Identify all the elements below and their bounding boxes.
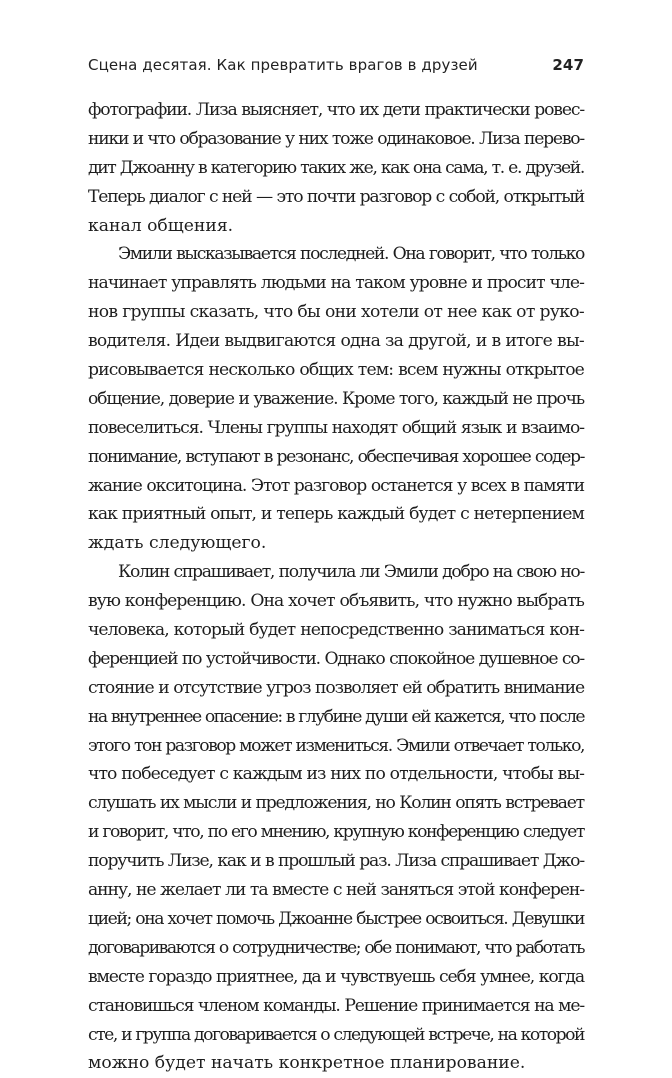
paragraph-3 (88, 558, 584, 1078)
text-line: слушать их мысли и предложения, но Колин опять встревает (88, 793, 584, 814)
text-line: ники и что образование у них тоже одинаковое. Лиза перево- (88, 128, 584, 149)
text-line: становишься членом команды. Решение принимается на ме- (88, 995, 584, 1016)
text-line: дит Джоанну в категорию таких же, как она сама, т. е. друзей. (88, 157, 584, 178)
text-line: стояние и отсутствие угроз позволяет ей обратить внимание (88, 677, 584, 698)
text-line: водителя. Идеи выдвигаются одна за другой, и в итоге вы- (88, 331, 584, 352)
text-line: можно будет начать конкретное планирование. (88, 1053, 526, 1074)
text-line: Колин спрашивает, получила ли Эмили добро на свою но- (118, 562, 584, 583)
running-title: Сцена десятая. Как превратить врагов в друзей (88, 56, 478, 74)
text-line: начинает управлять людьми на таком уровне и просит чле- (88, 273, 584, 294)
text-line: Эмили высказывается последней. Она говорит, что только (118, 244, 584, 265)
text-line: и говорит, что, по его мнению, крупную конференцию следует (88, 822, 584, 843)
text-line: общение, доверие и уважение. Кроме того, каждый не прочь (88, 388, 584, 409)
text-line: рисовывается несколько общих тем: всем нужны открытое (88, 360, 584, 381)
text-line: понимание, вступают в резонанс, обеспечивая хорошее содер- (88, 446, 584, 467)
text-line: поручить Лизе, как и в прошлый раз. Лиза спрашивает Джо- (88, 851, 584, 872)
text-line: ждать следующего. (88, 533, 267, 554)
page-number: 247 (552, 56, 584, 74)
paragraph-1 (88, 96, 584, 240)
text-line: человека, который будет непосредственно заниматься кон- (88, 620, 584, 641)
text-line: Теперь диалог с ней — это почти разговор с собой, открытый (88, 186, 584, 207)
text-line: договариваются о сотрудничестве; обе понимают, что работать (88, 937, 584, 958)
text-line: что побеседует с каждым из них по отдельности, чтобы вы- (88, 764, 584, 785)
running-head (88, 56, 584, 78)
text-line: канал общения. (88, 215, 234, 236)
text-line: анну, не желает ли та вместе с ней заняться этой конферен- (88, 880, 584, 901)
text-line: жание окситоцина. Этот разговор останется у всех в памяти (88, 475, 584, 496)
text-line: этого тон разговор может измениться. Эмили отвечает только, (88, 735, 584, 756)
text-line: повеселиться. Члены группы находят общий язык и взаимо- (88, 417, 584, 438)
text-line: как приятный опыт, и теперь каждый будет с нетерпением (88, 504, 584, 525)
paragraph-2 (88, 240, 584, 558)
body-text (88, 96, 584, 1078)
text-line: вую конференцию. Она хочет объявить, что нужно выбрать (88, 591, 584, 612)
text-line: нов группы сказать, что бы они хотели от нее как от руко- (88, 302, 584, 323)
text-line: фотографии. Лиза выясняет, что их дети практически ровес- (88, 100, 584, 120)
text-line: на внутреннее опасение: в глубине души ей кажется, что после (88, 706, 584, 727)
text-line: цией; она хочет помочь Джоанне быстрее освоиться. Девушки (88, 908, 584, 929)
text-line: вместе гораздо приятнее, да и чувствуешь себя умнее, когда (88, 966, 584, 987)
text-line: ференцией по устойчивости. Однако спокойное душевное со- (88, 648, 584, 669)
text-line: сте, и группа договаривается о следующей встрече, на которой (88, 1024, 584, 1045)
